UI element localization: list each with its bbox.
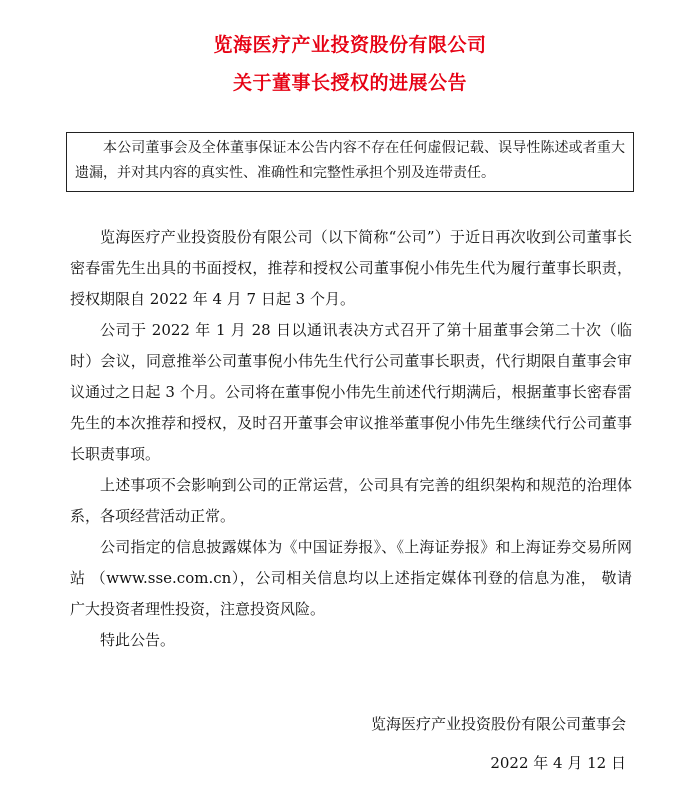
- announcement-date: 2022 年 4 月 12 日: [490, 754, 626, 772]
- body-paragraph: 上述事项不会影响到公司的正常运营，公司具有完善的组织架构和规范的治理体系，各项经营活动正常。: [70, 476, 632, 525]
- signatory: 览海医疗产业投资股份有限公司董事会: [370, 715, 626, 733]
- announcement-title: 关于董事长授权的进展公告: [232, 72, 467, 94]
- closing-statement: 特此公告。: [100, 631, 176, 649]
- disclaimer-box: [66, 132, 634, 192]
- announcement-body: [70, 222, 632, 656]
- disclaimer-text: 本公司董事会及全体董事保证本公告内容不存在任何虚假记载、误导性陈述或者重大遗漏，并对其内容的真实性、准确性和完整性承担个别及连带责任。: [75, 140, 625, 181]
- body-paragraph: 公司于 2022 年 1 月 28 日以通讯表决方式召开了第十届董事会第二十次（临时）会议，同意推举公司董事倪小伟先生代行公司董事长职责，代行期限自董事会审议通过之日起 3 个月。公司将在董事倪小伟先生前述代行期满后，根据董事长密春雷先生的本次推荐和授权，及时召开董事会审议推举董事倪小伟先生继续代行公司董事长职责事项。: [70, 321, 632, 463]
- company-title: 览海医疗产业投资股份有限公司: [213, 34, 487, 56]
- body-paragraph: 览海医疗产业投资股份有限公司（以下简称“公司”）于近日再次收到公司董事长密春雷先生出具的书面授权，推荐和授权公司董事倪小伟先生代为履行董事长职责，授权期限自 2022 年 4 月 7 日起 3 个月。: [70, 228, 632, 308]
- body-paragraph: 公司指定的信息披露媒体为《中国证券报》、《上海证券报》和上海证券交易所网站 （www.sse.com.cn），公司相关信息均以上述指定媒体刊登的信息为准， 敬请广大投资者理性投资，注意投资风险。: [70, 538, 632, 618]
